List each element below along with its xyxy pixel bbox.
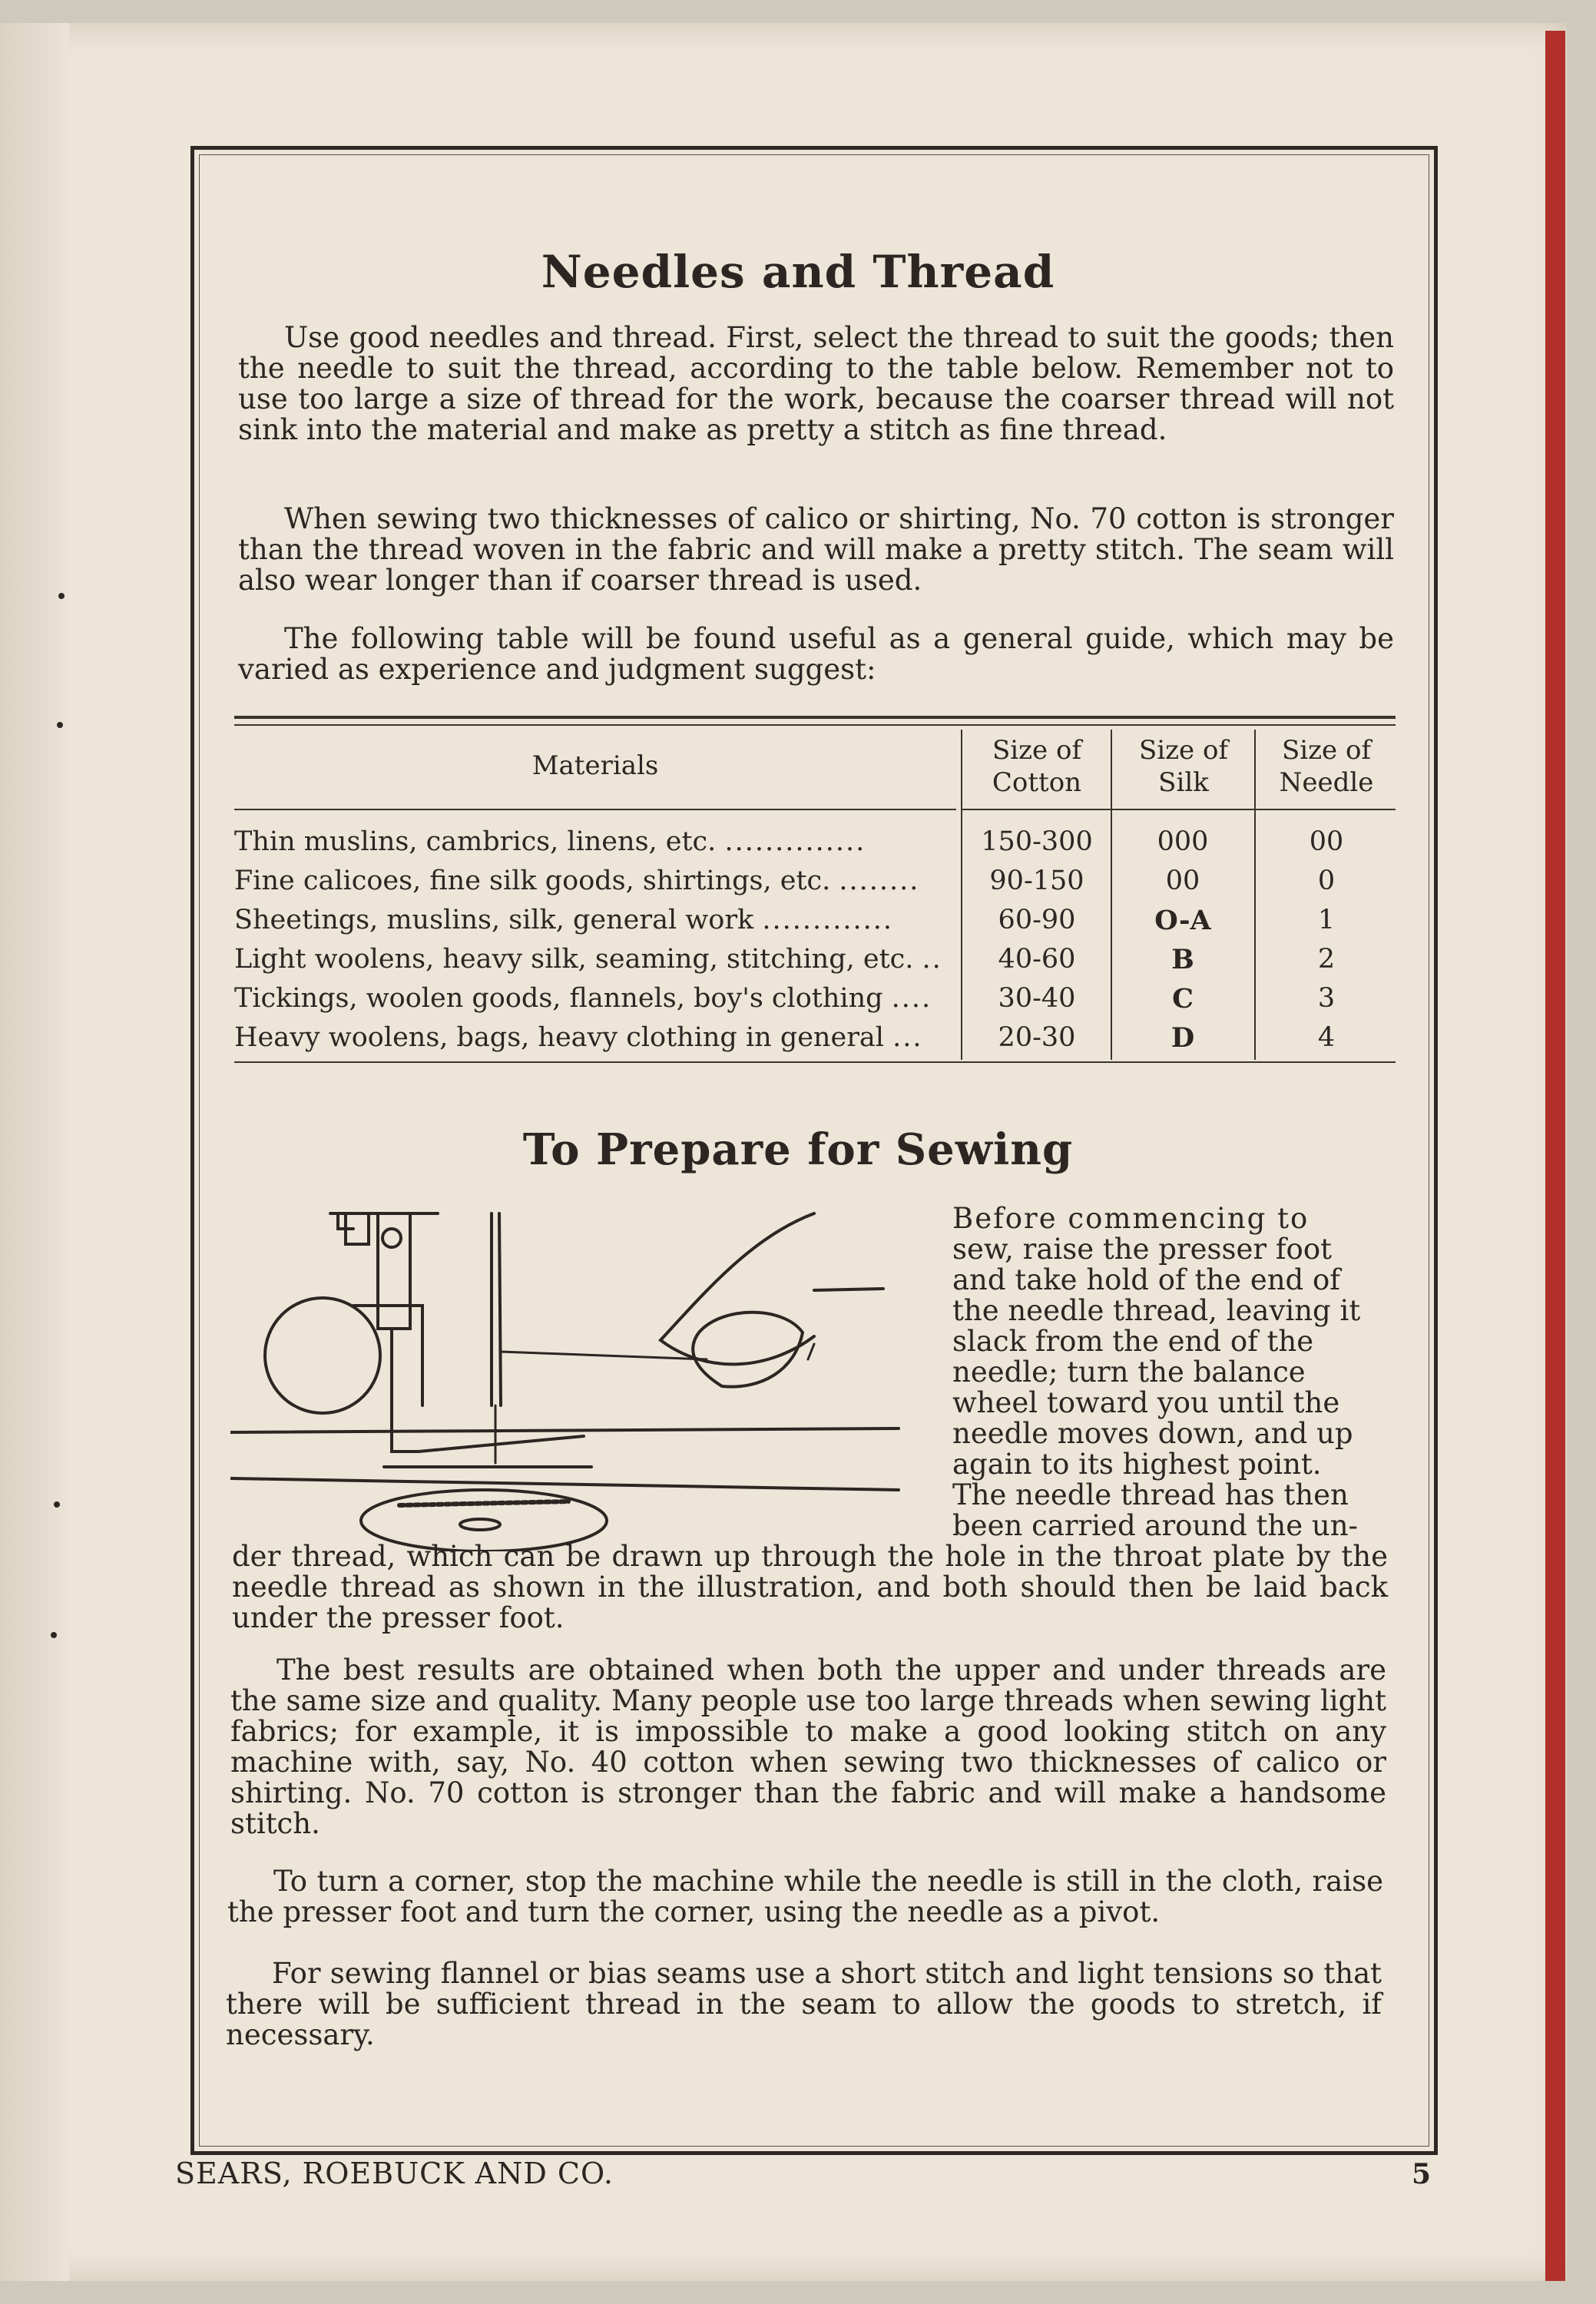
intro-paragraph: When sewing two thicknesses of calico or shirting, No. 70 cotton is stronger than the thread woven in the fabric and will make a pretty stitch. The seam will also wear longer than if coarser thread is used. (238, 502, 1394, 597)
table-row: Sheetings, muslins, silk, general work ............. 60-90 O-A 1 (234, 905, 1336, 936)
margin-mark (57, 722, 63, 728)
wrapped-text-line: slack from the end of the (952, 1325, 1314, 1358)
wrapped-text-line: again to its highest point. (952, 1448, 1322, 1481)
table-row: Light woolens, heavy silk, seaming, stitching, etc. .. 40-60 B 2 (234, 944, 1336, 975)
wrapped-text-line: sew, raise the presser foot (952, 1233, 1332, 1266)
wrapped-text-line: and take hold of the end of (952, 1263, 1340, 1296)
page-number: 5 (1412, 2158, 1432, 2190)
column-header-needle: Size of Needle (1279, 735, 1374, 798)
section-title-needles: Needles and Thread (541, 246, 1055, 298)
wrapped-text-line: The needle thread has then (952, 1478, 1349, 1511)
wrapped-text-line: the needle thread, leaving it (952, 1294, 1361, 1327)
margin-mark (54, 1501, 60, 1508)
body-paragraph: To turn a corner, stop the machine while the needle is still in the cloth, raise the presser foot and turn the corner, using the needle as a pivot. (227, 1865, 1383, 1928)
wrapped-text-line: been carried around the un- (952, 1509, 1359, 1542)
continued-paragraph: der thread, which can be drawn up through the hole in the throat plate by the needle thread as shown in the illustration, and both should then be laid back under the presser foot. (232, 1540, 1388, 1634)
body-paragraph: The best results are obtained when both the upper and under threads are the same size and quality. Many people use too large threads when sewing light fabrics; for example, it is impossible to make a good looking stitch on any machine with, say, No. 40 cotton when sewing two thicknesses of calico or shirting. No. 70 cotton is stronger than the fabric and will make a handsome stitch. (230, 1654, 1386, 1840)
wrapped-text-line: Before commencing to (952, 1202, 1310, 1235)
body-paragraph: For sewing flannel or bias seams use a short stitch and light tensions so that there will be sufficient thread in the seam to allow the goods to stretch, if necessary. (226, 1957, 1382, 2051)
column-header-cotton: Size of Cotton (992, 735, 1082, 798)
section-title-prepare: To Prepare for Sewing (522, 1124, 1074, 1175)
table-row: Tickings, woolen goods, flannels, boy's clothing .... 30-40 C 3 (234, 983, 1336, 1015)
column-header-materials: Materials (531, 750, 659, 781)
table-row: Thin muslins, cambrics, linens, etc. .............. 150-300 000 00 (234, 826, 1344, 857)
wrapped-text-line: needle moves down, and up (952, 1417, 1353, 1450)
margin-mark (58, 593, 65, 599)
wrapped-text-line: wheel toward you until the (952, 1386, 1340, 1419)
column-header-silk: Size of Silk (1138, 735, 1229, 798)
table-row: Fine calicoes, fine silk goods, shirtings, etc. ........ 90-150 00 0 (234, 866, 1336, 896)
footer-publisher: SEARS, ROEBUCK AND CO. (175, 2157, 614, 2190)
sewing-machine-illustration (230, 1198, 922, 1551)
wrapped-text-line: needle; turn the balance (952, 1356, 1306, 1389)
margin-mark (51, 1632, 57, 1638)
intro-paragraph: The following table will be found useful as a general guide, which may be varied as experience and judgment suggest: (238, 622, 1394, 686)
table-row: Heavy woolens, bags, heavy clothing in general ... 20-30 D 4 (234, 1022, 1336, 1054)
intro-paragraph: Use good needles and thread. First, select the thread to suit the goods; then the needle to suit the thread, according to the table below. Remember not to use too large a size of thread for the work, because the coarser thread will not sink into the material and make as pretty a stitch as fine thread. (238, 321, 1394, 446)
